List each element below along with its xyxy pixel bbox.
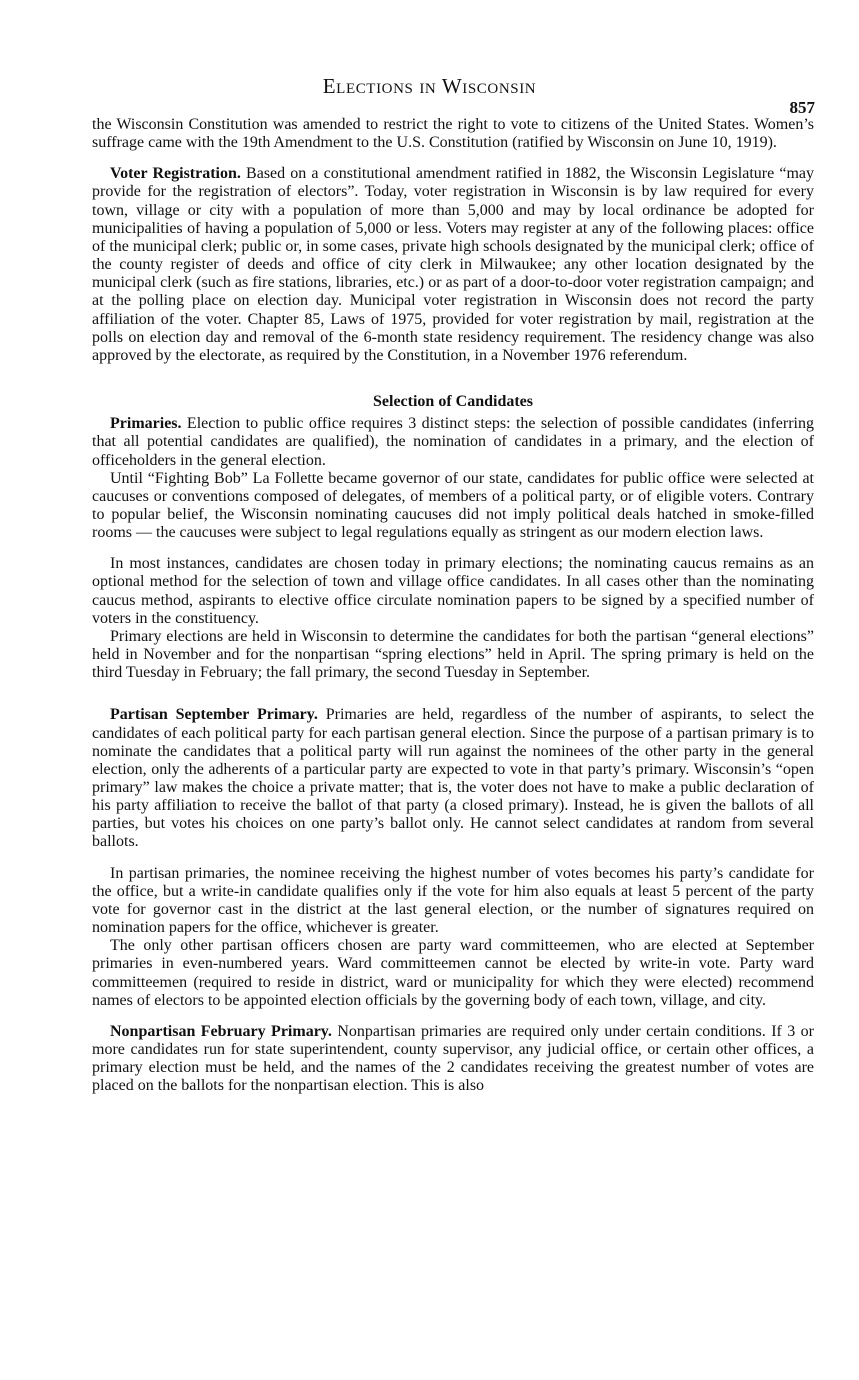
- paragraph-primary-elections: Primary elections are held in Wisconsin to determine the candidates for both the partisan “general elections” held in November and for the nonpartisan “spring elections” held in April. The spring primary is held on the third Tuesday in February; the fall primary, the second Tuesday in September.: [92, 627, 814, 682]
- running-title: Elections in Wisconsin: [322, 74, 537, 98]
- run-in-heading-voter-registration: Voter Registration.: [110, 165, 241, 183]
- paragraph-partisan-september: [92, 706, 814, 851]
- paragraph-la-follette: Until “Fighting Bob” La Follette became governor of our state, candidates for public office were selected at caucuses or conventions composed of delegates, of members of a political party, or of eligible voters. Contrary to popular belief, the Wisconsin nominating caucuses did not imply political deals hatched in smoke-filled rooms — the caucuses were subject to legal regulations equally as stringent as our modern election laws.: [92, 469, 814, 542]
- paragraph-constitution: the Wisconsin Constitution was amended to restrict the right to vote to citizens of the United States. Women’s suffrage came with the 19th Amendment to the U.S. Constitution (ratified by Wisconsin on June 10, 1919).: [92, 116, 814, 152]
- page-number: 857: [789, 98, 815, 117]
- section-heading: Selection of Candidates: [373, 393, 533, 411]
- partisan-september-text: Primaries are held, regardless of the number of aspirants, to select the candidates of each political party for each partisan general election. Since the purpose of a partisan primary is to nominate the candidates that a political party will run against the nominees of the other party in the general election, only the adherents of a particular party are expected to vote in that party’s primary. Wisconsin’s “open primary” law makes the choice a private matter; that is, the voter does not have to make a public declaration of his party affiliation to receive the ballot of that party (a closed primary). Instead, he is given the ballots of all parties, but votes his choices on one party’s ballot only. He cannot select candidates at random from several ballots.: [92, 706, 815, 851]
- voter-registration-text: Based on a constitutional amendment ratified in 1882, the Wisconsin Legislature “may provide for the registration of electors”. Today, voter registration in Wisconsin is by law required for every town, village or city with a population of more than 5,000 and may by local ordinance be adopted for municipalities of having a population of 5,000 or less. Voters may register at any of the following places: office of the municipal clerk; public or, in some cases, private high schools designated by the municipal clerk; office of the county register of deeds and office of city clerk in Milwaukee; any other location designated by the municipal clerk (such as fire stations, libraries, etc.) or as part of a door-to-door voter registration campaign; and at the polling place on election day. Municipal voter registration in Wisconsin does not record the party affiliation of the voter. Chapter 85, Laws of 1975, provided for voter registration by mail, registration at the polls on election day and removal of the 6-month state residency requirement. The residency change was also approved by the electorate, as required by the Constitution, in a November 1976 referendum.: [92, 165, 814, 364]
- primaries-text: Election to public office requires 3 distinct steps: the selection of possible candidates (inferring that all potential candidates are qualified), the nomination of candidates in a primary, and the election of officeholders in the general election.: [92, 415, 814, 469]
- nonpartisan-february-text: Nonpartisan primaries are required only under certain conditions. If 3 or more candidates run for state superintendent, county supervisor, any judicial office, or certain other offices, a primary election must be held, and the names of the 2 candidates receiving the greatest number of votes are placed on the ballots for the nonpartisan election. This is also: [92, 1022, 815, 1095]
- paragraph-committeemen: The only other partisan officers chosen are party ward committeemen, who are elected at September primaries in even-numbered years. Ward committeemen cannot be elected by write-in vote. Party ward committeemen (required to reside in district, ward or municipality for which they were elected) recommend names of electors to be appointed election officials by the governing body of each town, village, and city.: [92, 937, 814, 1009]
- paragraph-nominee: In partisan primaries, the nominee receiving the highest number of votes becomes his party’s candidate for the office, but a write-in candidate qualifies only if the vote for him also equals at least 5 percent of the party vote for governor cast in the district at the last general election, or the number of signatures required on nomination papers for the office, whichever is greater.: [92, 864, 814, 937]
- run-in-heading-primaries: Primaries.: [110, 415, 182, 433]
- paragraph-primaries: [92, 415, 814, 469]
- paragraph-nonpartisan-february: [92, 1023, 814, 1096]
- run-in-heading-nonpartisan-february: Nonpartisan February Primary.: [110, 1022, 332, 1040]
- paragraph-voter-registration: [92, 165, 814, 365]
- body-text: [92, 116, 814, 1096]
- run-in-heading-partisan-september: Partisan September Primary.: [110, 706, 318, 724]
- paragraph-most-instances: In most instances, candidates are chosen today in primary elections; the nominating caucus remains as an optional method for the selection of town and village office candidates. In all cases other than the nominating caucus method, aspirants to elective office circulate nomination papers to be signed by a specified number of voters in the constituency.: [92, 555, 814, 627]
